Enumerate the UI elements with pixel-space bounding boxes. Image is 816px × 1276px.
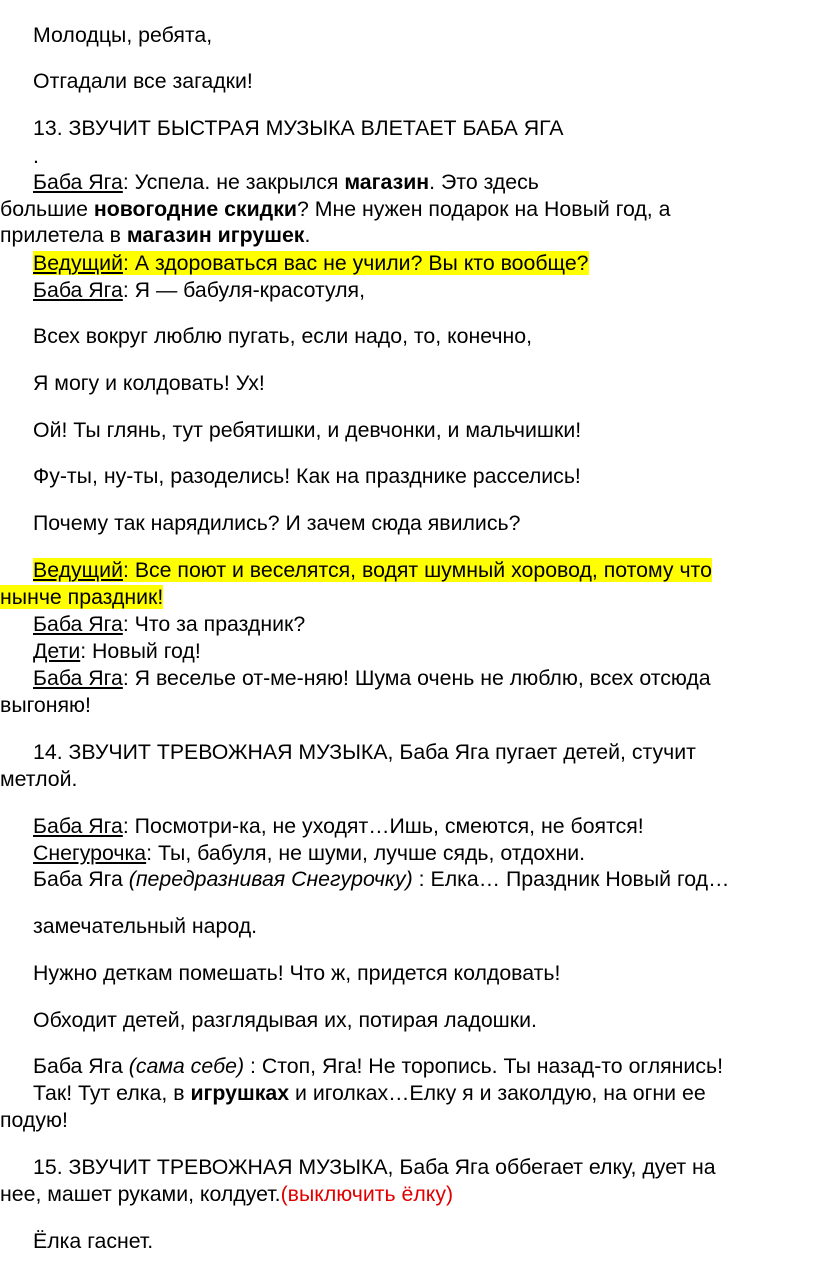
text-line: Нужно деткам помешать! Что ж, придется колдовать! bbox=[33, 961, 561, 985]
dialogue-line: Баба Яга: Я — бабуля-красотуля, bbox=[33, 278, 366, 302]
dialogue-line: Баба Яга (сама себе) : Стоп, Яга! Не торопись. Ты назад-то оглянись! bbox=[33, 1054, 723, 1078]
text-line: Ёлка гаснет. bbox=[33, 1229, 154, 1253]
stage-direction: 15. ЗВУЧИТ ТРЕВОЖНАЯ МУЗЫКА, Баба Яга оббегает елку, дует на bbox=[33, 1155, 716, 1179]
speaker-name: Ведущий bbox=[33, 558, 123, 582]
speaker-name: Баба Яга bbox=[33, 612, 123, 636]
dialogue-line: Баба Яга: Успела. не закрылся магазин. Это здесь bbox=[33, 170, 539, 194]
dialogue-line: Дети: Новый год! bbox=[33, 639, 201, 663]
stage-direction: 14. ЗВУЧИТ ТРЕВОЖНАЯ МУЗЫКА, Баба Яга пугает детей, стучит bbox=[33, 740, 696, 764]
stage-direction: 13. ЗВУЧИТ БЫСТРАЯ МУЗЫКА ВЛЕТАЕТ БАБА ЯГА bbox=[33, 116, 564, 140]
speaker-name: Баба Яга bbox=[33, 666, 123, 690]
speaker-name: Баба Яга bbox=[33, 170, 123, 194]
text-line: подую! bbox=[0, 1108, 68, 1132]
dialogue-line: Баба Яга: Посмотри-ка, не уходят…Ишь, смеются, не боятся! bbox=[33, 814, 644, 838]
dialogue-line: Баба Яга: Что за праздник? bbox=[33, 612, 306, 636]
dialogue-line: Баба Яга: Я веселье от-ме-няю! Шума очень не люблю, всех отсюда bbox=[33, 666, 711, 690]
stage-direction: нее, машет руками, колдует.(выключить ёлку) bbox=[0, 1182, 454, 1206]
text-line: Фу-ты, ну-ты, разоделись! Как на празднике расселись! bbox=[33, 464, 581, 488]
text-line: . bbox=[33, 144, 39, 168]
stage-direction: метлой. bbox=[0, 767, 78, 791]
text-line: замечательный народ. bbox=[33, 914, 258, 938]
dialogue-line-highlighted: Ведущий: А здороваться вас не учили? Вы кто вообще? bbox=[33, 251, 589, 275]
speaker-name: Ведущий bbox=[33, 251, 123, 275]
text-line: Молодцы, ребята, bbox=[33, 23, 213, 47]
text-line: Всех вокруг люблю пугать, если надо, то, конечно, bbox=[33, 324, 533, 348]
speaker-name: Баба Яга bbox=[33, 814, 123, 838]
speaker-name: Снегурочка bbox=[33, 841, 147, 865]
speaker-name: Дети bbox=[33, 639, 81, 663]
dialogue-line-highlighted: Ведущий: Все поют и веселятся, водят шумный хоровод, потому что bbox=[33, 558, 712, 582]
text-line: Отгадали все загадки! bbox=[33, 69, 253, 93]
speaker-name: Баба Яга bbox=[33, 278, 123, 302]
text-line: прилетела в магазин игрушек. bbox=[0, 223, 311, 247]
stage-direction: Обходит детей, разглядывая их, потирая ладошки. bbox=[33, 1008, 537, 1032]
text-line: Ой! Ты глянь, тут ребятишки, и девчонки, и мальчишки! bbox=[33, 418, 582, 442]
text-line: Я могу и колдовать! Ух! bbox=[33, 371, 265, 395]
text-line: большие новогодние скидки? Мне нужен подарок на Новый год, а bbox=[0, 197, 671, 221]
dialogue-line: Снегурочка: Ты, бабуля, не шуми, лучше сядь, отдохни. bbox=[33, 841, 586, 865]
text-line-highlighted: нынче праздник! bbox=[0, 585, 164, 609]
dialogue-line: Баба Яга (передразнивая Снегурочку) : Елка… Праздник Новый год… bbox=[33, 867, 730, 891]
text-line: выгоняю! bbox=[0, 693, 91, 717]
red-note: (выключить ёлку) bbox=[280, 1182, 454, 1206]
text-line: Почему так нарядились? И зачем сюда явились? bbox=[33, 511, 521, 535]
text-line: Так! Тут елка, в игрушках и иголках…Елку я и заколдую, на огни ее bbox=[33, 1081, 706, 1105]
